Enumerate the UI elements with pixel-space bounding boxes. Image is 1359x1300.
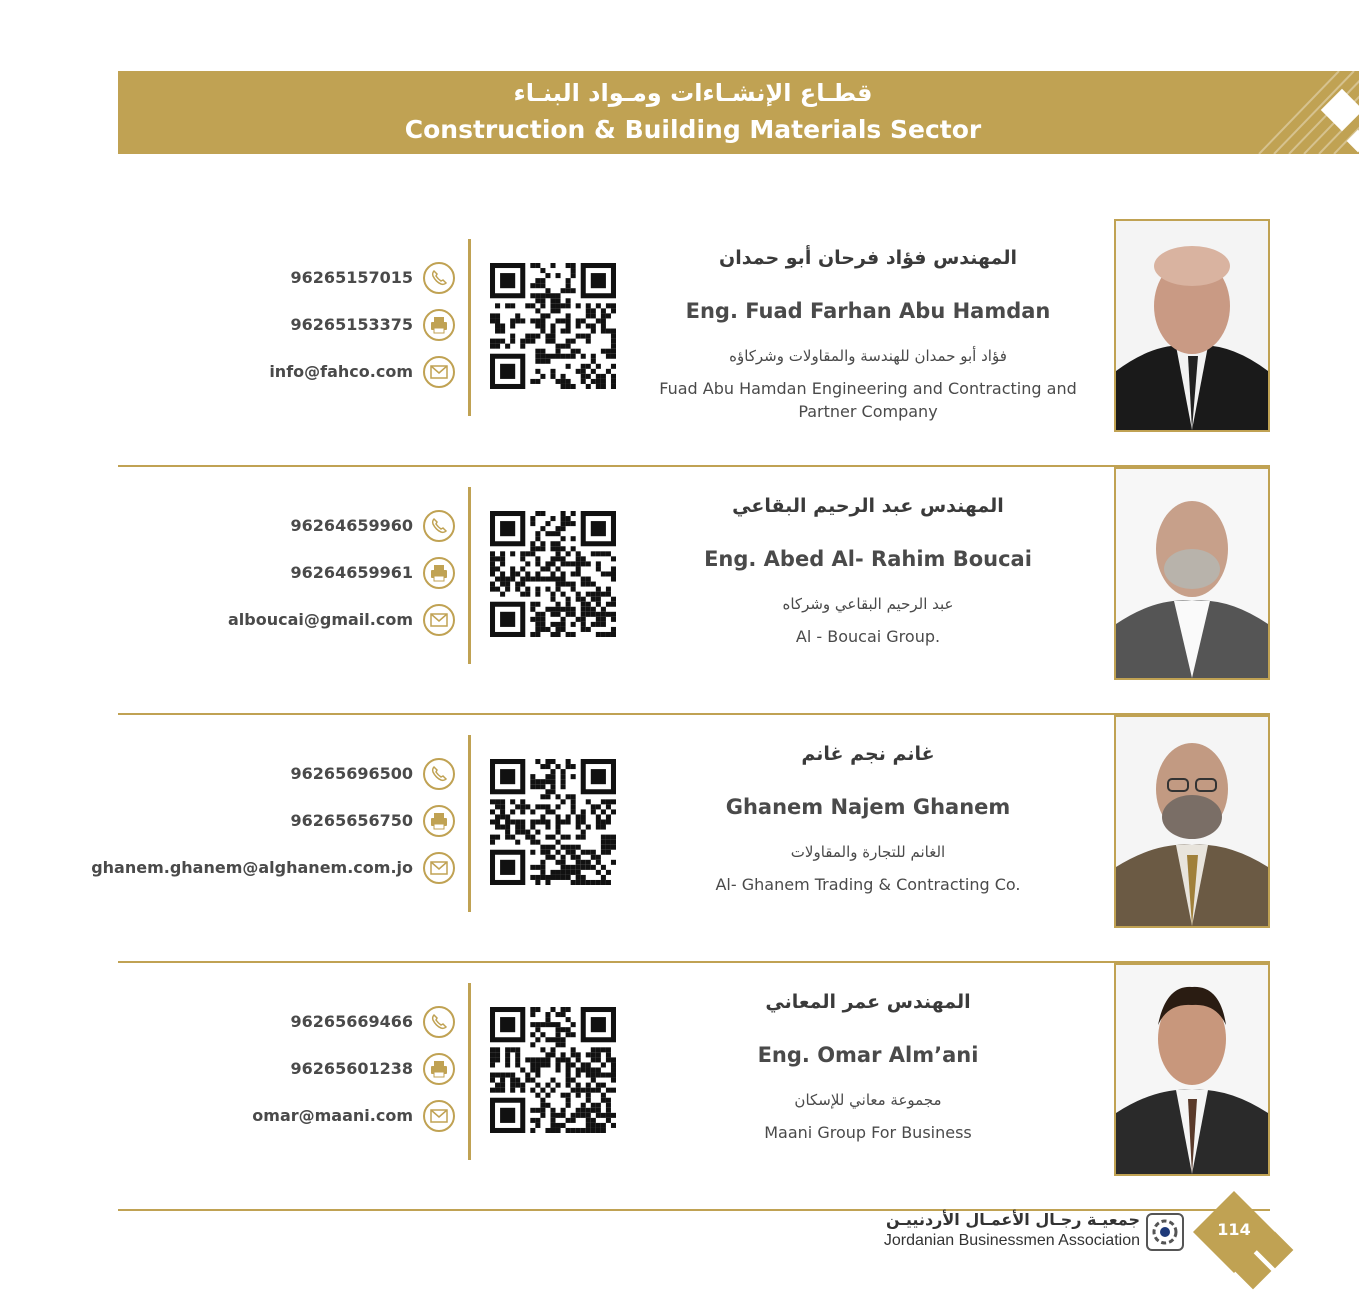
member-photo (1114, 219, 1270, 432)
phone-row (118, 260, 463, 300)
fax-row (118, 555, 463, 595)
phone-number[interactable]: 96265669466 (290, 1012, 413, 1031)
association-name-en: Jordanian Businessmen Association (883, 1232, 1140, 1249)
fax-icon (423, 309, 455, 341)
qr-code[interactable] (490, 263, 616, 389)
sector-title-en: Construction & Building Materials Sector (404, 115, 982, 144)
member-name-ar: المهندس عبد الرحيم البقاعي (732, 495, 1004, 517)
fax-row (118, 803, 463, 843)
fax-row (118, 307, 463, 347)
divider-line (468, 983, 471, 1160)
phone-icon (423, 262, 455, 294)
email-address[interactable]: omar@maani.com (252, 1106, 413, 1125)
fax-number: 96265601238 (290, 1059, 413, 1078)
member-card (91, 715, 1270, 963)
qr-code[interactable] (490, 1007, 616, 1133)
member-name-ar: غانم نجم غانم (801, 743, 935, 765)
member-name-ar: المهندس عمر المعاني (765, 991, 971, 1013)
fax-icon (423, 805, 455, 837)
company-name-en: Al- Ghanem Trading & Contracting Co. (715, 875, 1021, 894)
member-card (118, 467, 1270, 715)
fax-number: 96265153375 (290, 315, 413, 334)
fax-icon (423, 557, 455, 589)
member-name-en: Eng. Omar Alm’ani (757, 1043, 979, 1067)
member-name-en: Eng. Abed Al- Rahim Boucai (704, 547, 1032, 571)
phone-number[interactable]: 96265696500 (290, 764, 413, 783)
company-name-en: Maani Group For Business (764, 1123, 972, 1142)
company-name-en: Fuad Abu Hamdan Engineering and Contracting and Partner Company (659, 379, 1077, 421)
member-card (118, 219, 1270, 467)
divider-line (468, 735, 471, 912)
email-address[interactable]: ghanem.ghanem@alghanem.com.jo (91, 858, 413, 877)
sector-title-ar: قطـاع الإنشـاءات ومـواد البنـاء (513, 79, 873, 107)
email-icon (423, 356, 455, 388)
page-number: 114 (1217, 1220, 1251, 1239)
phone-row (118, 756, 463, 796)
email-row (118, 1098, 463, 1138)
email-icon (423, 852, 455, 884)
sector-header (118, 71, 1359, 154)
email-row (118, 602, 463, 642)
phone-row (118, 508, 463, 548)
association-logo (1146, 1213, 1184, 1251)
company-name-ar: مجموعة معاني للإسكان (794, 1091, 942, 1109)
company-name-ar: فؤاد أبو حمدان للهندسة والمقاولات وشركاؤه (729, 347, 1007, 365)
association-name-ar: جمعيـة رجـال الأعمـال الأردنييـن (886, 1210, 1140, 1229)
member-photo (1114, 715, 1270, 928)
member-name-en: Eng. Fuad Farhan Abu Hamdan (685, 299, 1051, 323)
member-photo (1114, 467, 1270, 680)
company-name-ar: عبد الرحيم البقاعي وشركاه (782, 595, 954, 613)
company-name-ar: الغانم للتجارة والمقاولات (790, 843, 946, 861)
member-name-en: Ghanem Najem Ghanem (725, 795, 1011, 819)
email-icon (423, 1100, 455, 1132)
member-card (118, 963, 1270, 1211)
email-icon (423, 604, 455, 636)
phone-row (118, 1004, 463, 1044)
email-address[interactable]: alboucai@gmail.com (228, 610, 413, 629)
fax-number: 96264659961 (290, 563, 413, 582)
phone-number[interactable]: 96264659960 (290, 516, 413, 535)
company-name-en: Al - Boucai Group. (795, 627, 941, 646)
phone-icon (423, 510, 455, 542)
phone-icon (423, 758, 455, 790)
divider-line (468, 487, 471, 664)
header-diamond-decoration (1219, 71, 1359, 154)
fax-number: 96265656750 (290, 811, 413, 830)
email-row (118, 354, 463, 394)
fax-icon (423, 1053, 455, 1085)
divider-line (468, 239, 471, 416)
phone-number[interactable]: 96265157015 (290, 268, 413, 287)
fax-row (118, 1051, 463, 1091)
email-address[interactable]: info@fahco.com (269, 362, 413, 381)
member-photo (1114, 963, 1270, 1176)
member-name-ar: المهندس فؤاد فرحان أبو حمدان (719, 247, 1017, 269)
qr-code[interactable] (490, 511, 616, 637)
qr-code[interactable] (490, 759, 616, 885)
email-row (91, 850, 463, 890)
phone-icon (423, 1006, 455, 1038)
